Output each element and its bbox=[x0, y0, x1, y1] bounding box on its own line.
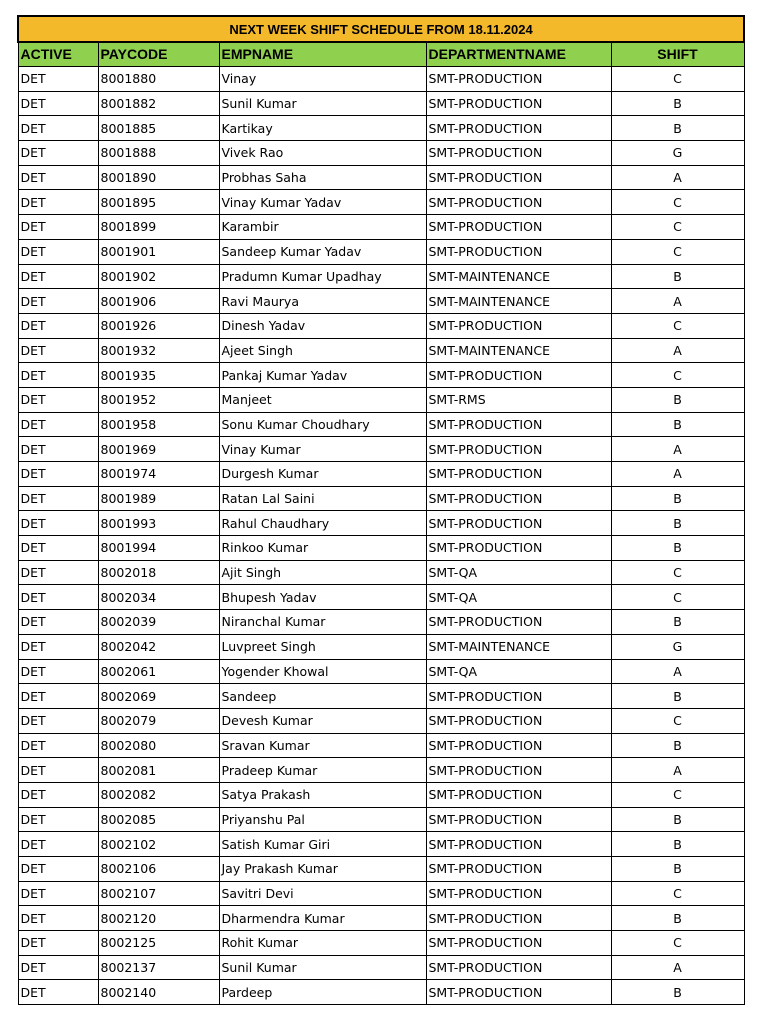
cell-shift[interactable]: B bbox=[611, 536, 744, 561]
cell-shift[interactable]: B bbox=[611, 486, 744, 511]
table-row bbox=[18, 239, 744, 264]
cell-empname[interactable]: Bhupesh Yadav bbox=[219, 585, 426, 610]
cell-empname[interactable]: Jay Prakash Kumar bbox=[219, 857, 426, 882]
table-row bbox=[18, 289, 744, 314]
cell-empname[interactable]: Vinay Kumar bbox=[219, 437, 426, 462]
cell-paycode[interactable]: 8001993 bbox=[98, 511, 219, 536]
table-row bbox=[18, 906, 744, 931]
cell-paycode[interactable]: 8002140 bbox=[98, 980, 219, 1005]
cell-active[interactable]: DET bbox=[18, 511, 98, 536]
cell-department[interactable]: SMT-PRODUCTION bbox=[426, 610, 611, 635]
table-row bbox=[18, 363, 744, 388]
cell-empname[interactable]: Durgesh Kumar bbox=[219, 462, 426, 487]
cell-paycode[interactable]: 8002085 bbox=[98, 807, 219, 832]
cell-paycode[interactable]: 8001901 bbox=[98, 239, 219, 264]
cell-empname[interactable]: Sonu Kumar Choudhary bbox=[219, 412, 426, 437]
cell-paycode[interactable]: 8001885 bbox=[98, 116, 219, 141]
table-row bbox=[18, 955, 744, 980]
column-header-paycode[interactable]: PAYCODE bbox=[98, 42, 219, 67]
cell-department[interactable]: SMT-PRODUCTION bbox=[426, 931, 611, 956]
cell-shift[interactable]: C bbox=[611, 560, 744, 585]
table-row bbox=[18, 165, 744, 190]
cell-empname[interactable]: Savitri Devi bbox=[219, 881, 426, 906]
cell-paycode[interactable]: 8002079 bbox=[98, 708, 219, 733]
cell-department[interactable]: SMT-PRODUCTION bbox=[426, 536, 611, 561]
cell-empname[interactable]: Pradumn Kumar Upadhay bbox=[219, 264, 426, 289]
cell-active[interactable]: DET bbox=[18, 412, 98, 437]
table-row bbox=[18, 758, 744, 783]
cell-shift[interactable]: B bbox=[611, 91, 744, 116]
cell-shift[interactable]: C bbox=[611, 782, 744, 807]
table-row bbox=[18, 437, 744, 462]
cell-active[interactable]: DET bbox=[18, 239, 98, 264]
cell-department[interactable]: SMT-PRODUCTION bbox=[426, 462, 611, 487]
cell-department[interactable]: SMT-PRODUCTION bbox=[426, 363, 611, 388]
cell-active[interactable]: DET bbox=[18, 67, 98, 92]
cell-active[interactable]: DET bbox=[18, 807, 98, 832]
cell-shift[interactable]: A bbox=[611, 758, 744, 783]
cell-empname[interactable]: Priyanshu Pal bbox=[219, 807, 426, 832]
cell-shift[interactable]: B bbox=[611, 857, 744, 882]
table-row bbox=[18, 215, 744, 240]
cell-department[interactable]: SMT-PRODUCTION bbox=[426, 758, 611, 783]
table-row bbox=[18, 412, 744, 437]
cell-shift[interactable]: C bbox=[611, 215, 744, 240]
cell-active[interactable]: DET bbox=[18, 215, 98, 240]
cell-department[interactable]: SMT-PRODUCTION bbox=[426, 807, 611, 832]
cell-shift[interactable]: A bbox=[611, 165, 744, 190]
cell-empname[interactable]: Rohit Kumar bbox=[219, 931, 426, 956]
header-row bbox=[18, 42, 744, 67]
cell-empname[interactable]: Probhas Saha bbox=[219, 165, 426, 190]
table-row bbox=[18, 585, 744, 610]
cell-empname[interactable]: Ratan Lal Saini bbox=[219, 486, 426, 511]
cell-paycode[interactable]: 8002061 bbox=[98, 659, 219, 684]
cell-paycode[interactable]: 8002069 bbox=[98, 684, 219, 709]
column-header-departmentname[interactable]: DEPARTMENTNAME bbox=[426, 42, 611, 67]
cell-active[interactable]: DET bbox=[18, 832, 98, 857]
cell-shift[interactable]: B bbox=[611, 733, 744, 758]
cell-shift[interactable]: C bbox=[611, 190, 744, 215]
cell-empname[interactable]: Karambir bbox=[219, 215, 426, 240]
cell-shift[interactable]: B bbox=[611, 980, 744, 1005]
cell-paycode[interactable]: 8002080 bbox=[98, 733, 219, 758]
cell-department[interactable]: SMT-PRODUCTION bbox=[426, 955, 611, 980]
cell-empname[interactable]: Ajeet Singh bbox=[219, 338, 426, 363]
table-row bbox=[18, 511, 744, 536]
cell-active[interactable]: DET bbox=[18, 931, 98, 956]
cell-department[interactable]: SMT-PRODUCTION bbox=[426, 511, 611, 536]
cell-active[interactable]: DET bbox=[18, 585, 98, 610]
cell-empname[interactable]: Sandeep Kumar Yadav bbox=[219, 239, 426, 264]
table-row bbox=[18, 91, 744, 116]
table-row bbox=[18, 708, 744, 733]
cell-empname[interactable]: Dinesh Yadav bbox=[219, 313, 426, 338]
table-row bbox=[18, 387, 744, 412]
cell-department[interactable]: SMT-PRODUCTION bbox=[426, 437, 611, 462]
table-row bbox=[18, 190, 744, 215]
cell-empname[interactable]: Rahul Chaudhary bbox=[219, 511, 426, 536]
cell-shift[interactable]: A bbox=[611, 955, 744, 980]
cell-active[interactable]: DET bbox=[18, 338, 98, 363]
cell-department[interactable]: SMT-PRODUCTION bbox=[426, 782, 611, 807]
cell-shift[interactable]: B bbox=[611, 807, 744, 832]
shift-schedule-table bbox=[17, 15, 745, 1005]
cell-paycode[interactable]: 8002034 bbox=[98, 585, 219, 610]
cell-empname[interactable]: Satish Kumar Giri bbox=[219, 832, 426, 857]
cell-shift[interactable]: A bbox=[611, 437, 744, 462]
cell-active[interactable]: DET bbox=[18, 634, 98, 659]
table-row bbox=[18, 832, 744, 857]
cell-shift[interactable]: B bbox=[611, 511, 744, 536]
cell-active[interactable]: DET bbox=[18, 91, 98, 116]
cell-department[interactable]: SMT-QA bbox=[426, 560, 611, 585]
cell-shift[interactable]: A bbox=[611, 462, 744, 487]
cell-department[interactable]: SMT-RMS bbox=[426, 387, 611, 412]
cell-empname[interactable]: Vinay bbox=[219, 67, 426, 92]
cell-active[interactable]: DET bbox=[18, 264, 98, 289]
cell-empname[interactable]: Manjeet bbox=[219, 387, 426, 412]
cell-paycode[interactable]: 8001994 bbox=[98, 536, 219, 561]
cell-paycode[interactable]: 8002107 bbox=[98, 881, 219, 906]
cell-shift[interactable]: C bbox=[611, 881, 744, 906]
cell-empname[interactable]: Satya Prakash bbox=[219, 782, 426, 807]
table-row bbox=[18, 610, 744, 635]
table-row bbox=[18, 462, 744, 487]
cell-paycode[interactable]: 8002042 bbox=[98, 634, 219, 659]
cell-empname[interactable]: Sunil Kumar bbox=[219, 955, 426, 980]
cell-department[interactable]: SMT-PRODUCTION bbox=[426, 832, 611, 857]
cell-paycode[interactable]: 8002018 bbox=[98, 560, 219, 585]
cell-shift[interactable]: C bbox=[611, 313, 744, 338]
cell-active[interactable]: DET bbox=[18, 190, 98, 215]
cell-shift[interactable]: C bbox=[611, 67, 744, 92]
cell-department[interactable]: SMT-PRODUCTION bbox=[426, 215, 611, 240]
cell-department[interactable]: SMT-PRODUCTION bbox=[426, 857, 611, 882]
cell-paycode[interactable]: 8001899 bbox=[98, 215, 219, 240]
table-row bbox=[18, 264, 744, 289]
cell-department[interactable]: SMT-PRODUCTION bbox=[426, 906, 611, 931]
cell-shift[interactable]: G bbox=[611, 634, 744, 659]
cell-active[interactable]: DET bbox=[18, 560, 98, 585]
cell-department[interactable]: SMT-PRODUCTION bbox=[426, 412, 611, 437]
table-row bbox=[18, 733, 744, 758]
cell-paycode[interactable]: 8001895 bbox=[98, 190, 219, 215]
cell-department[interactable]: SMT-PRODUCTION bbox=[426, 881, 611, 906]
cell-empname[interactable]: Vivek Rao bbox=[219, 141, 426, 166]
cell-active[interactable]: DET bbox=[18, 536, 98, 561]
cell-active[interactable]: DET bbox=[18, 363, 98, 388]
cell-department[interactable]: SMT-PRODUCTION bbox=[426, 313, 611, 338]
cell-shift[interactable]: B bbox=[611, 610, 744, 635]
cell-department[interactable]: SMT-PRODUCTION bbox=[426, 486, 611, 511]
cell-active[interactable]: DET bbox=[18, 437, 98, 462]
cell-department[interactable]: SMT-PRODUCTION bbox=[426, 91, 611, 116]
cell-active[interactable]: DET bbox=[18, 857, 98, 882]
cell-empname[interactable]: Luvpreet Singh bbox=[219, 634, 426, 659]
table-row bbox=[18, 67, 744, 92]
cell-empname[interactable]: Rinkoo Kumar bbox=[219, 536, 426, 561]
cell-paycode[interactable]: 8002039 bbox=[98, 610, 219, 635]
table-row bbox=[18, 338, 744, 363]
table-row bbox=[18, 684, 744, 709]
cell-department[interactable]: SMT-QA bbox=[426, 659, 611, 684]
table-row bbox=[18, 486, 744, 511]
cell-paycode[interactable]: 8002082 bbox=[98, 782, 219, 807]
title-row bbox=[18, 16, 744, 42]
cell-active[interactable]: DET bbox=[18, 165, 98, 190]
cell-empname[interactable]: Yogender Khowal bbox=[219, 659, 426, 684]
cell-paycode[interactable]: 8001888 bbox=[98, 141, 219, 166]
cell-empname[interactable]: Niranchal Kumar bbox=[219, 610, 426, 635]
cell-active[interactable]: DET bbox=[18, 955, 98, 980]
cell-empname[interactable]: Pradeep Kumar bbox=[219, 758, 426, 783]
cell-paycode[interactable]: 8001902 bbox=[98, 264, 219, 289]
cell-active[interactable]: DET bbox=[18, 486, 98, 511]
cell-empname[interactable]: Sandeep bbox=[219, 684, 426, 709]
cell-department[interactable]: SMT-PRODUCTION bbox=[426, 684, 611, 709]
cell-empname[interactable]: Kartikay bbox=[219, 116, 426, 141]
cell-paycode[interactable]: 8001935 bbox=[98, 363, 219, 388]
table-row bbox=[18, 141, 744, 166]
cell-department[interactable]: SMT-PRODUCTION bbox=[426, 165, 611, 190]
cell-paycode[interactable]: 8001890 bbox=[98, 165, 219, 190]
table-row bbox=[18, 536, 744, 561]
cell-paycode[interactable]: 8001906 bbox=[98, 289, 219, 314]
cell-shift[interactable]: B bbox=[611, 684, 744, 709]
cell-active[interactable]: DET bbox=[18, 733, 98, 758]
cell-shift[interactable]: B bbox=[611, 116, 744, 141]
cell-active[interactable]: DET bbox=[18, 659, 98, 684]
cell-paycode[interactable]: 8002125 bbox=[98, 931, 219, 956]
cell-department[interactable]: SMT-MAINTENANCE bbox=[426, 264, 611, 289]
cell-shift[interactable]: C bbox=[611, 239, 744, 264]
table-row bbox=[18, 659, 744, 684]
cell-department[interactable]: SMT-PRODUCTION bbox=[426, 116, 611, 141]
cell-active[interactable]: DET bbox=[18, 313, 98, 338]
cell-active[interactable]: DET bbox=[18, 906, 98, 931]
cell-paycode[interactable]: 8002081 bbox=[98, 758, 219, 783]
cell-active[interactable]: DET bbox=[18, 708, 98, 733]
cell-shift[interactable]: C bbox=[611, 363, 744, 388]
cell-department[interactable]: SMT-PRODUCTION bbox=[426, 141, 611, 166]
cell-paycode[interactable]: 8002106 bbox=[98, 857, 219, 882]
cell-department[interactable]: SMT-PRODUCTION bbox=[426, 980, 611, 1005]
cell-active[interactable]: DET bbox=[18, 980, 98, 1005]
cell-active[interactable]: DET bbox=[18, 881, 98, 906]
cell-paycode[interactable]: 8002102 bbox=[98, 832, 219, 857]
cell-paycode[interactable]: 8001989 bbox=[98, 486, 219, 511]
table-row bbox=[18, 807, 744, 832]
schedule-title: NEXT WEEK SHIFT SCHEDULE FROM 18.11.2024 bbox=[18, 16, 744, 42]
table-row bbox=[18, 931, 744, 956]
cell-paycode[interactable]: 8001880 bbox=[98, 67, 219, 92]
column-header-empname[interactable]: EMPNAME bbox=[219, 42, 426, 67]
cell-department[interactable]: SMT-MAINTENANCE bbox=[426, 338, 611, 363]
table-row bbox=[18, 980, 744, 1005]
cell-active[interactable]: DET bbox=[18, 387, 98, 412]
cell-empname[interactable]: Ravi Maurya bbox=[219, 289, 426, 314]
cell-active[interactable]: DET bbox=[18, 462, 98, 487]
cell-shift[interactable]: B bbox=[611, 387, 744, 412]
cell-paycode[interactable]: 8001926 bbox=[98, 313, 219, 338]
cell-active[interactable]: DET bbox=[18, 684, 98, 709]
cell-empname[interactable]: Devesh Kumar bbox=[219, 708, 426, 733]
cell-paycode[interactable]: 8002137 bbox=[98, 955, 219, 980]
cell-shift[interactable]: A bbox=[611, 659, 744, 684]
cell-shift[interactable]: B bbox=[611, 412, 744, 437]
cell-department[interactable]: SMT-PRODUCTION bbox=[426, 708, 611, 733]
cell-empname[interactable]: Sravan Kumar bbox=[219, 733, 426, 758]
cell-shift[interactable]: A bbox=[611, 289, 744, 314]
cell-empname[interactable]: Vinay Kumar Yadav bbox=[219, 190, 426, 215]
cell-paycode[interactable]: 8001932 bbox=[98, 338, 219, 363]
table-row bbox=[18, 313, 744, 338]
cell-department[interactable]: SMT-PRODUCTION bbox=[426, 190, 611, 215]
cell-active[interactable]: DET bbox=[18, 782, 98, 807]
cell-shift[interactable]: A bbox=[611, 338, 744, 363]
cell-empname[interactable]: Dharmendra Kumar bbox=[219, 906, 426, 931]
table-row bbox=[18, 634, 744, 659]
cell-empname[interactable]: Sunil Kumar bbox=[219, 91, 426, 116]
cell-department[interactable]: SMT-MAINTENANCE bbox=[426, 634, 611, 659]
table-row bbox=[18, 782, 744, 807]
cell-paycode[interactable]: 8001969 bbox=[98, 437, 219, 462]
cell-department[interactable]: SMT-PRODUCTION bbox=[426, 733, 611, 758]
table-row bbox=[18, 116, 744, 141]
column-header-active[interactable]: ACTIVE bbox=[18, 42, 98, 67]
cell-shift[interactable]: C bbox=[611, 931, 744, 956]
cell-paycode[interactable]: 8001974 bbox=[98, 462, 219, 487]
cell-paycode[interactable]: 8002120 bbox=[98, 906, 219, 931]
cell-paycode[interactable]: 8001952 bbox=[98, 387, 219, 412]
cell-paycode[interactable]: 8001958 bbox=[98, 412, 219, 437]
cell-active[interactable]: DET bbox=[18, 141, 98, 166]
cell-shift[interactable]: B bbox=[611, 832, 744, 857]
table-row bbox=[18, 857, 744, 882]
cell-department[interactable]: SMT-MAINTENANCE bbox=[426, 289, 611, 314]
cell-active[interactable]: DET bbox=[18, 116, 98, 141]
cell-department[interactable]: SMT-QA bbox=[426, 585, 611, 610]
cell-paycode[interactable]: 8001882 bbox=[98, 91, 219, 116]
cell-active[interactable]: DET bbox=[18, 289, 98, 314]
cell-active[interactable]: DET bbox=[18, 758, 98, 783]
cell-shift[interactable]: C bbox=[611, 585, 744, 610]
cell-department[interactable]: SMT-PRODUCTION bbox=[426, 239, 611, 264]
cell-shift[interactable]: B bbox=[611, 264, 744, 289]
cell-empname[interactable]: Pardeep bbox=[219, 980, 426, 1005]
table-row bbox=[18, 560, 744, 585]
cell-shift[interactable]: G bbox=[611, 141, 744, 166]
cell-shift[interactable]: B bbox=[611, 906, 744, 931]
cell-department[interactable]: SMT-PRODUCTION bbox=[426, 67, 611, 92]
cell-shift[interactable]: C bbox=[611, 708, 744, 733]
cell-empname[interactable]: Pankaj Kumar Yadav bbox=[219, 363, 426, 388]
cell-empname[interactable]: Ajit Singh bbox=[219, 560, 426, 585]
column-header-shift[interactable]: SHIFT bbox=[611, 42, 744, 67]
cell-active[interactable]: DET bbox=[18, 610, 98, 635]
table-row bbox=[18, 881, 744, 906]
